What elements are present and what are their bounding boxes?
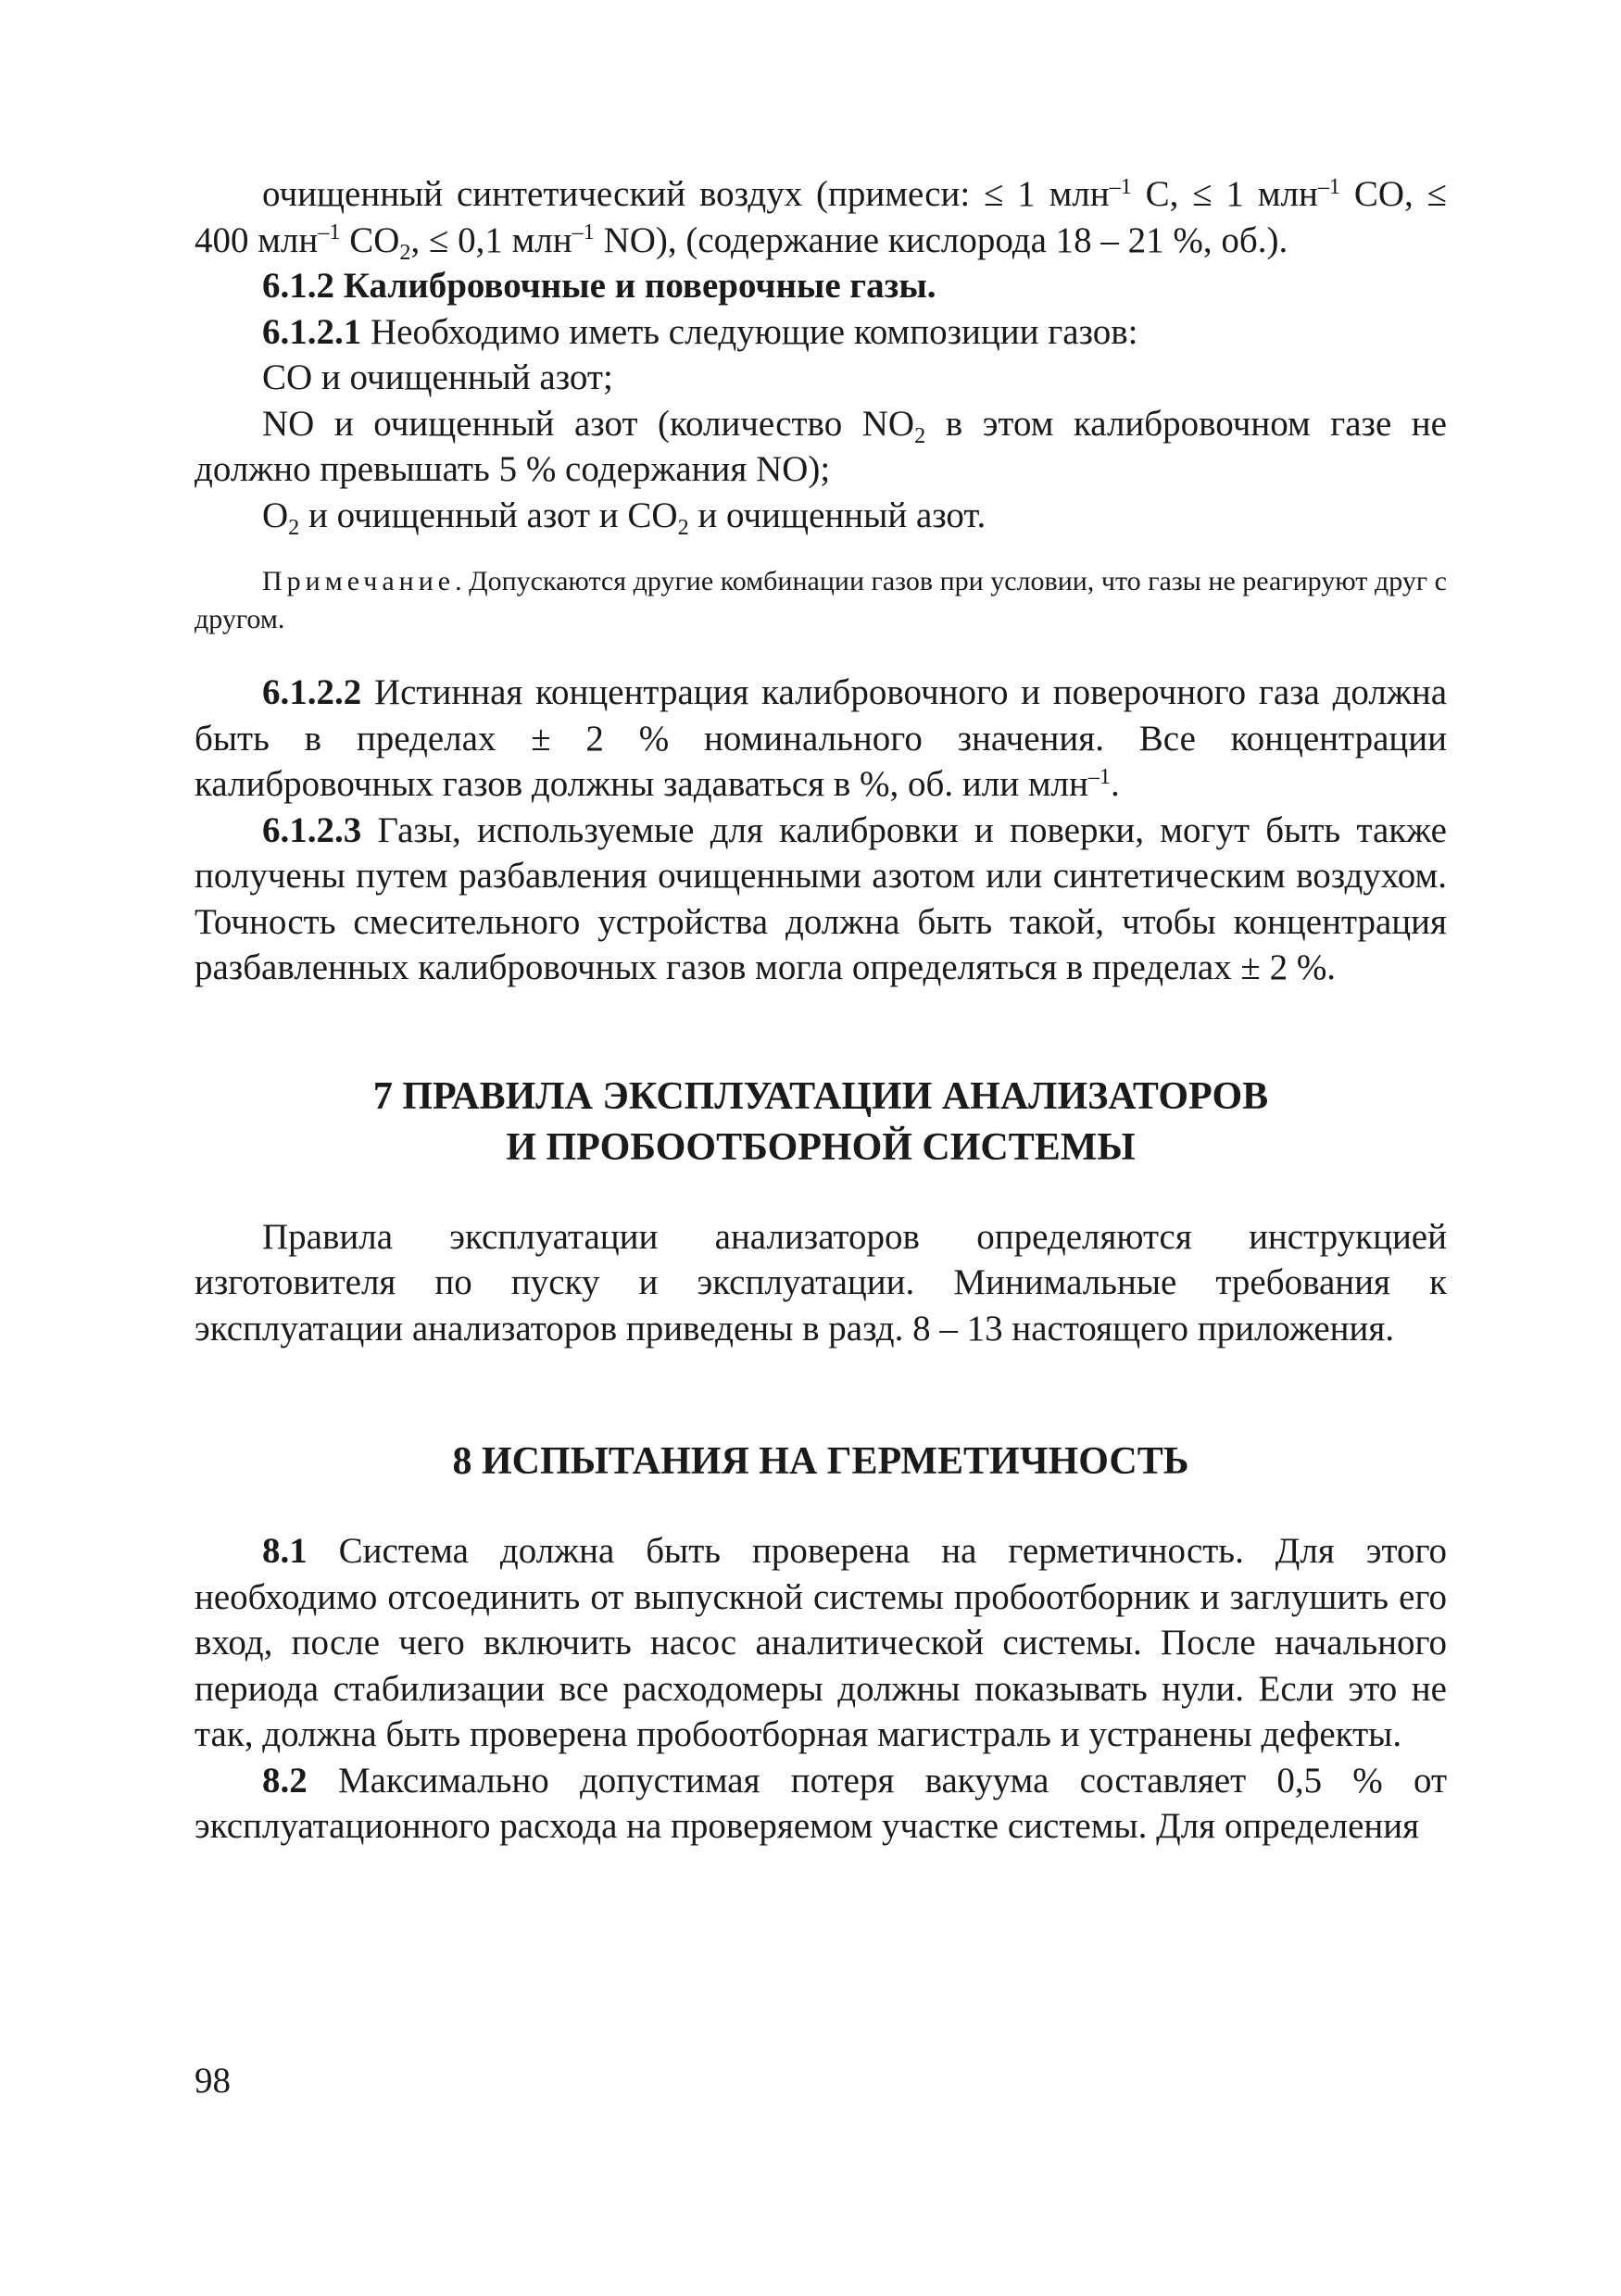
intro-paragraph: очищенный синтетический воздух (примеси: ≤ 1 млн$^{-1}$ С, ≤ 1 млн$^{-1}$ СО, ≤ 400 млн$^{-1}$ $СО_2$, ≤ 0,1 млн$^{-1}$ NO), (содержание кислорода 18 – 21 %, об.). — [195, 173, 1447, 265]
paragraph-6-1-2-1: 6.1.2.1 Необходимо иметь следующие композиции газов: — [262, 311, 1138, 352]
paragraph-6-1-2-2: 6.1.2.2 Истинная концентрация калибровочного и поверочного газа должна быть в пределах ± 2 % номинального значения. Все концентрации калибровочных газов должны задаваться в %, об. или млн$^{-1}$. — [195, 672, 1447, 804]
paragraph-8-1: 8.1 Система должна быть проверена на герметичность. Для этого необходимо отсоединить от выпускной системы пробоотборник и заглушить его вход, после чего включить насос аналитической системы. После начального периода стабилизации все расходомеры должны показывать нули. Если это не так, должна быть проверена пробоотборная магистраль и устранены дефекты. — [195, 1531, 1447, 1754]
section-8-title: 8 ИСПЫТАНИЯ НА ГЕРМЕТИЧНОСТЬ — [452, 1440, 1189, 1483]
paragraph-6-1-2-3: 6.1.2.3 Газы, используемые для калибровки и поверки, могут быть также получены путем разбавления очищенными азотом или синтетическим воздухом. Точность смесительного устройства должна быть такой, чтобы концентрация разбавленных калибровочных газов могла определяться в пределах ± 2 %. — [195, 809, 1447, 987]
note-label: Примечание — [262, 566, 456, 596]
page-number: 98 — [195, 2061, 231, 2101]
gas-composition-item: $O_2$ и очищенный азот и $СО_2$ и очищенный азот. — [262, 495, 986, 540]
paragraph-8-2: 8.2 Максимально допустимая потеря вакуума составляет 0,5 % от эксплуатационного расхода на проверяемом участке системы. Для определения — [195, 1760, 1447, 1846]
heading-6-1-2: 6.1.2 Калибровочные и поверочные газы. — [262, 266, 936, 306]
note-paragraph: Примечание. Допускаются другие комбинации газов при условии, что газы не реагируют друг с другом. — [195, 566, 1447, 634]
page-body — [195, 171, 1447, 1850]
section-7-body: Правила эксплуатации анализаторов определяются инструкцией изготовителя по пуску и эксплуатации. Минимальные требования к эксплуатации анализаторов приведены в разд. 8 – 13 настоящего приложения. — [195, 1216, 1447, 1349]
gas-composition-item: NO и очищенный азот (количество $NO_2$ в этом калибровочном газе не должно превышать 5 % содержания NO); — [195, 403, 1447, 489]
section-7-title: 7 ПРАВИЛА ЭКСПЛУАТАЦИИ АНАЛИЗАТОРОВ И ПРОБООТБОРНОЙ СИСТЕМЫ — [372, 1074, 1269, 1169]
gas-composition-item: СО и очищенный азот; — [262, 358, 613, 397]
